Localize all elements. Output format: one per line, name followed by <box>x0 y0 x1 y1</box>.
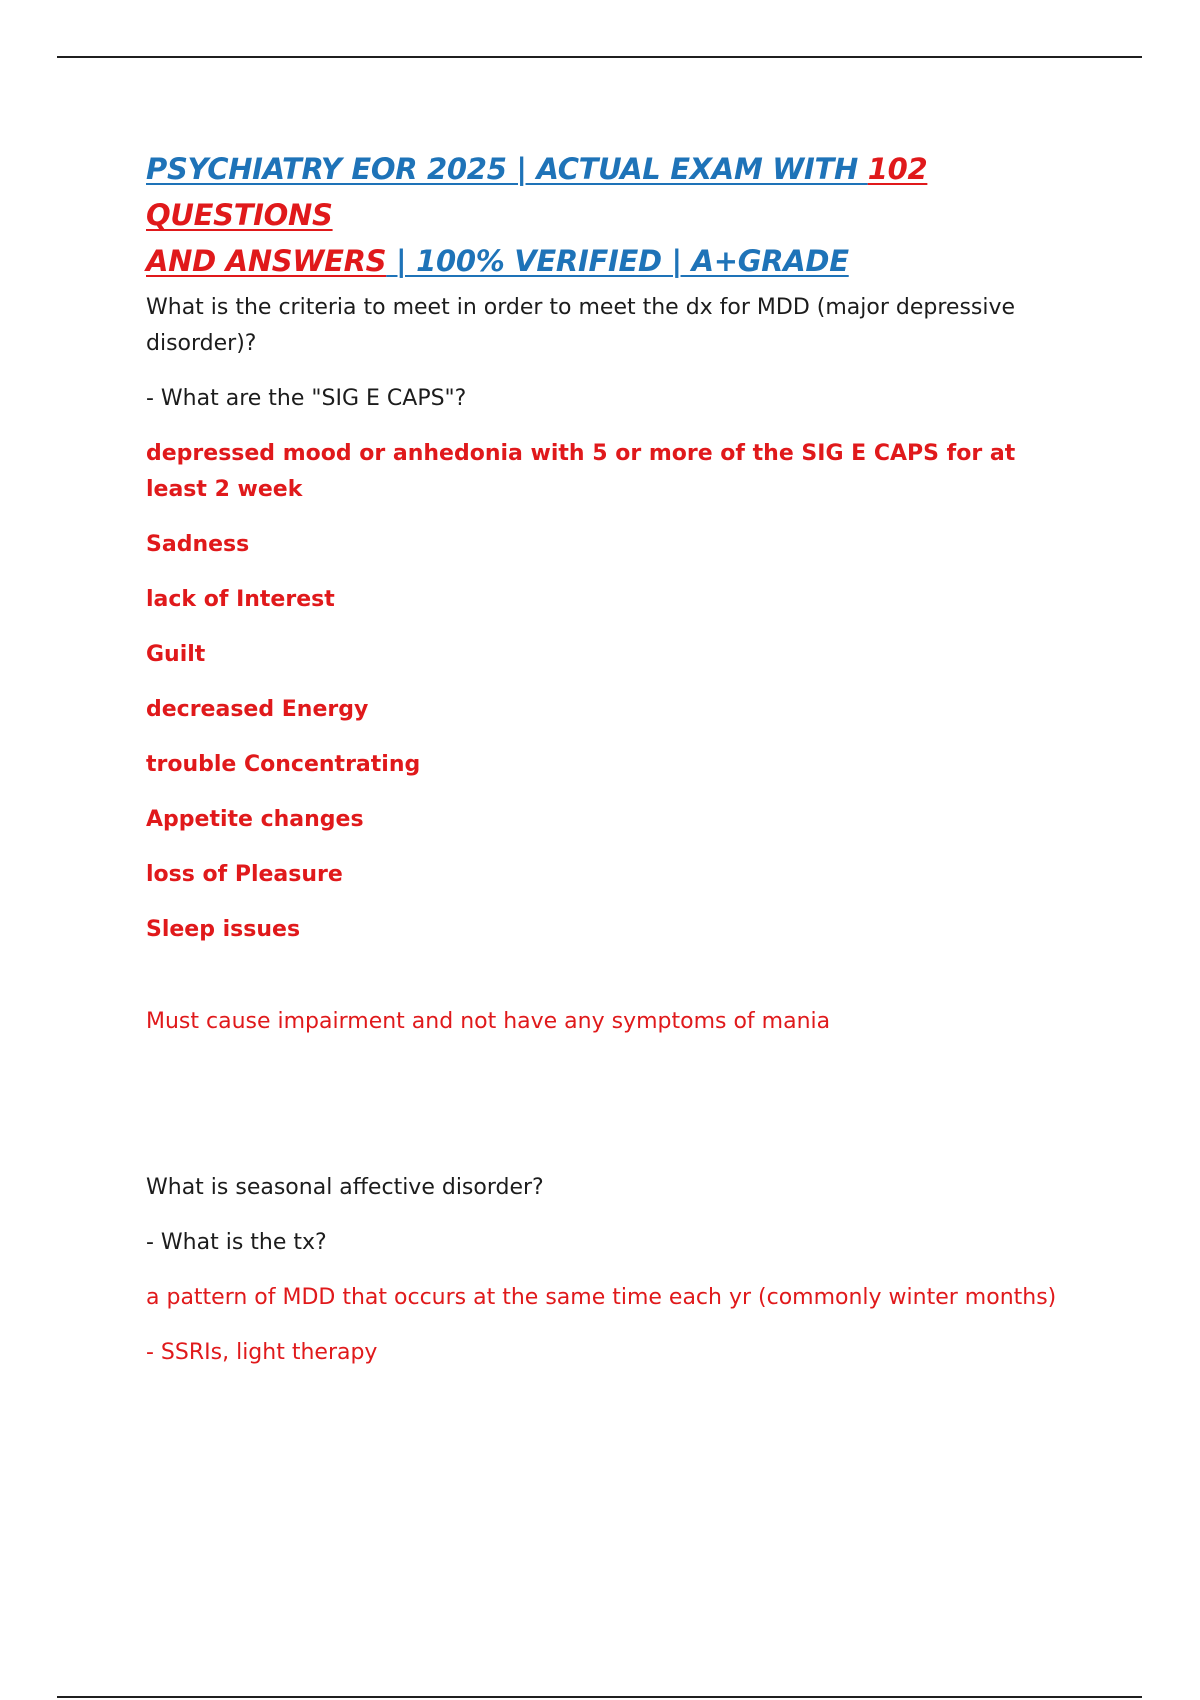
header-rule <box>57 56 1142 58</box>
question-2-sub: - What is the tx? <box>146 1230 327 1255</box>
title-line2-red: AND ANSWERS <box>146 244 387 278</box>
title-line2-blue: | 100% VERIFIED | A+GRADE <box>386 244 849 278</box>
sig-e-caps-item: Appetite changes <box>146 807 364 832</box>
answer-2-tx: - SSRIs, light therapy <box>146 1340 378 1365</box>
sig-e-caps-item: trouble Concentrating <box>146 752 421 777</box>
answer-1-note: Must cause impairment and not have any symptoms of mania <box>146 1009 831 1034</box>
document-title <box>146 146 1066 284</box>
sig-e-caps-item: loss of Pleasure <box>146 862 343 887</box>
answer-1-intro: depressed mood or anhedonia with 5 or more of the SIG E CAPS for at least 2 week <box>146 441 1016 502</box>
sig-e-caps-item: decreased Energy <box>146 697 369 722</box>
question-1: What is the criteria to meet in order to meet the dx for MDD (major depressive disorder)? <box>146 295 1016 356</box>
sig-e-caps-item: Sleep issues <box>146 917 301 942</box>
document-body <box>146 146 1066 1390</box>
footer-rule <box>57 1696 1142 1698</box>
question-2: What is seasonal affective disorder? <box>146 1175 544 1200</box>
title-line1-red: 102 QUESTIONS <box>146 152 928 232</box>
sig-e-caps-item: Sadness <box>146 532 250 557</box>
sig-e-caps-item: lack of Interest <box>146 587 335 612</box>
sig-e-caps-item: Guilt <box>146 642 206 667</box>
title-line1-blue: PSYCHIATRY EOR 2025 | ACTUAL EXAM WITH <box>146 152 868 186</box>
answer-2: a pattern of MDD that occurs at the same time each yr (commonly winter months) <box>146 1285 1057 1310</box>
question-1-sub: - What are the "SIG E CAPS"? <box>146 386 467 411</box>
